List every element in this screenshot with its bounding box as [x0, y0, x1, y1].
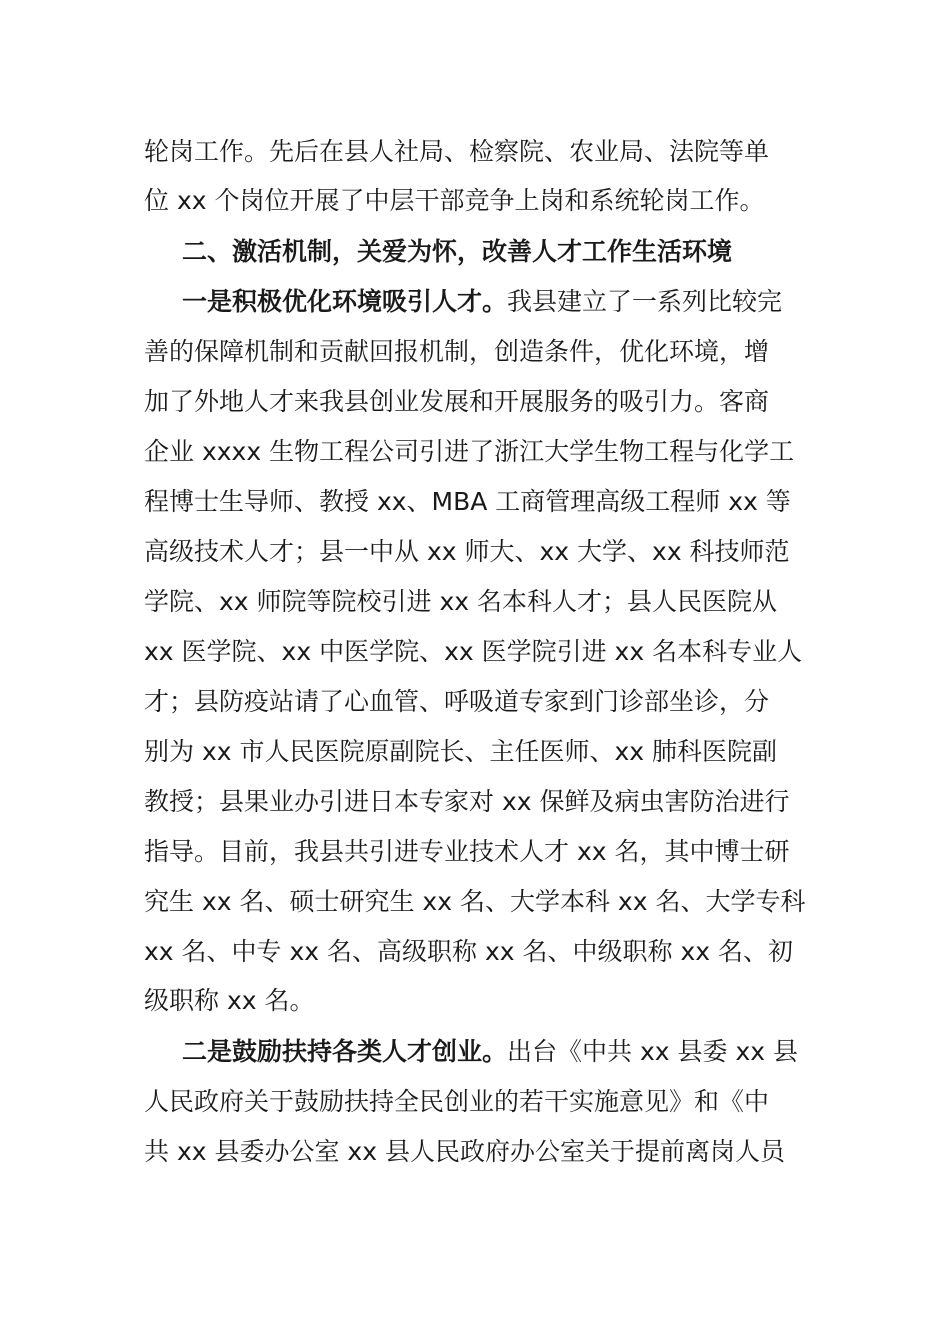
text-line: 企业 xxxx 生物工程公司引进了浙江大学生物工程与化学工 — [144, 437, 795, 466]
text-line: 出台《中共 xx 县委 xx 县 — [507, 1037, 798, 1066]
text-line: 究生 xx 名、硕士研究生 xx 名、大学本科 xx 名、大学专科 — [144, 887, 806, 916]
text-line: 别为 xx 市人民医院原副院长、主任医师、xx 肺科医院副 — [144, 737, 778, 766]
paragraph-first-line — [182, 287, 808, 317]
text-line: 学院、xx 师院等院校引进 xx 名本科人才；县人民医院从 — [144, 587, 778, 616]
text-line: 级职称 xx 名。 — [144, 986, 315, 1015]
text-line: 位 xx 个岗位开展了中层干部竞争上岗和系统轮岗工作。 — [144, 186, 765, 215]
text-line: 我县建立了一系列比较完 — [507, 287, 783, 316]
text-line: 指导。目前，我县共引进专业技术人才 xx 名，其中博士研 — [144, 837, 790, 866]
paragraph-lead: 二是鼓励扶持各类人才创业。 — [182, 1037, 508, 1066]
text-line: 教授；县果业办引进日本专家对 xx 保鲜及病虫害防治进行 — [144, 787, 790, 816]
paragraph-first-line — [182, 1037, 808, 1067]
text-line: 共 xx 县委办公室 xx 县人民政府办公室关于提前离岗人员 — [144, 1137, 785, 1166]
text-line: 加了外地人才来我县创业发展和开展服务的吸引力。客商 — [144, 387, 770, 416]
text-line: 善的保障机制和贡献回报机制，创造条件，优化环境，增 — [144, 337, 770, 366]
text-line: xx 医学院、xx 中医学院、xx 医学院引进 xx 名本科专业人 — [144, 637, 803, 666]
text-line: 程博士生导师、教授 xx、MBA 工商管理高级工程师 xx 等 — [144, 487, 791, 516]
text-line: 人民政府关于鼓励扶持全民创业的若干实施意见》和《中 — [144, 1087, 770, 1116]
text-line: 高级技术人才；县一中从 xx 师大、xx 大学、xx 科技师范 — [144, 537, 790, 566]
text-line: 才；县防疫站请了心血管、呼吸道专家到门诊部坐诊，分 — [144, 687, 770, 716]
section-heading: 二、激活机制，关爱为怀，改善人才工作生活环境 — [182, 237, 733, 266]
text-line: 轮岗工作。先后在县人社局、检察院、农业局、法院等单 — [144, 137, 770, 166]
paragraph-lead: 一是积极优化环境吸引人才。 — [182, 287, 508, 316]
text-line: xx 名、中专 xx 名、高级职称 xx 名、中级职称 xx 名、初 — [144, 937, 793, 966]
